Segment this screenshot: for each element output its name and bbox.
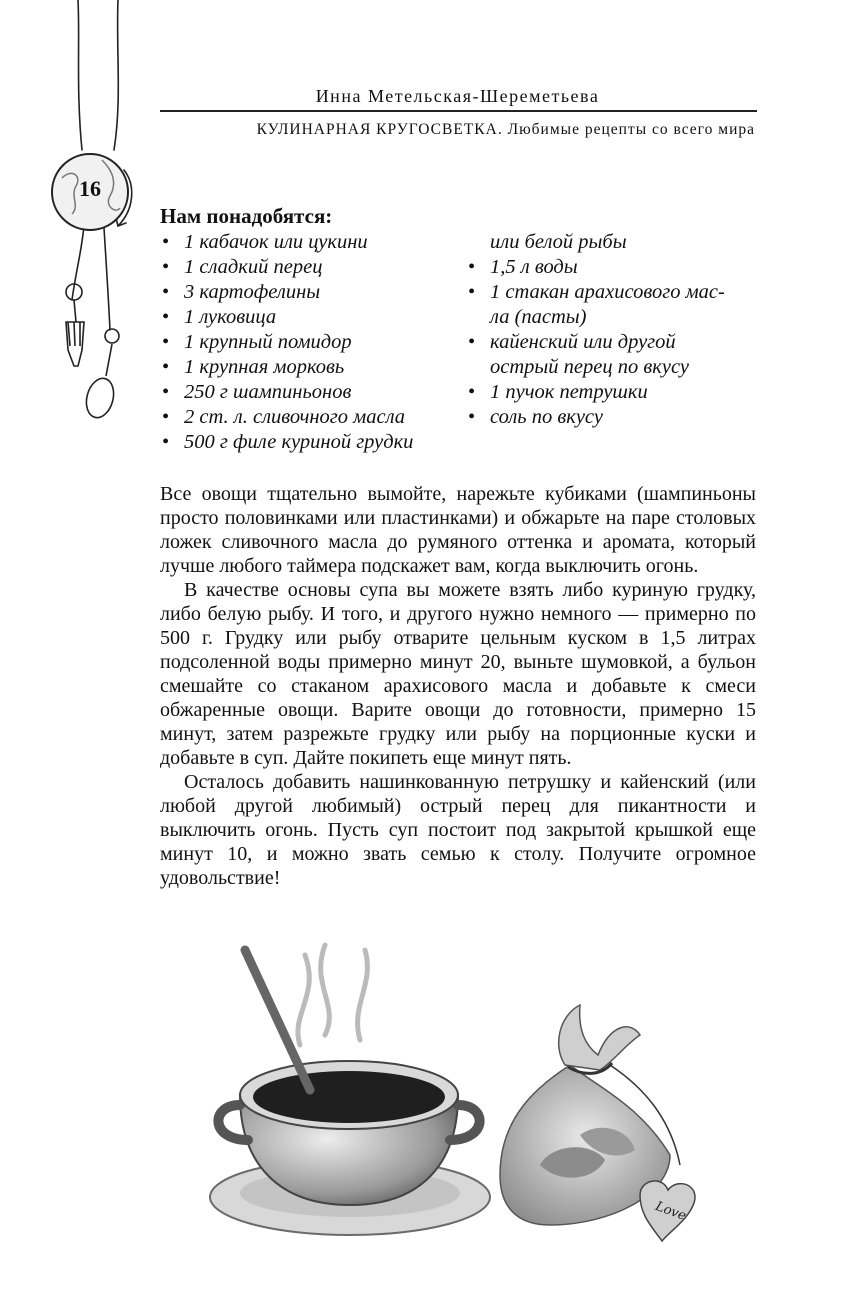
ingredient-item: • 1 крупная морковь [160, 355, 413, 380]
ingredient-item: • 1 пучок петрушки [466, 380, 725, 405]
paragraph: Все овощи тщательно вымойте, нарежьте кубиками (шампиньоны просто половинками или пластинками) и обжарьте на паре столовых ложек сливочного масла до румяного оттенка и аромата, который лучше любого таймера подскажет вам, когда выключить огонь. [160, 483, 756, 577]
ingredient-item: • 1,5 л воды [466, 255, 725, 280]
fork-icon [66, 284, 84, 366]
ingredients-title: Нам понадобятся: [160, 204, 333, 228]
tag-text: Love [653, 1199, 688, 1224]
header-divider [160, 110, 757, 112]
ingredient-item: • 1 крупный помидор [160, 330, 413, 355]
ingredient-item: • 3 картофелины [160, 280, 413, 305]
ingredient-item: • 500 г филе куриной грудки [160, 430, 413, 455]
hanging-decoration [0, 0, 160, 440]
ingredient-continuation: острый перец по вкусу [490, 356, 690, 378]
ingredient-item: • кайенский или другой [466, 330, 725, 355]
heart-tag-icon [640, 1181, 695, 1241]
ingredients-list-left [160, 230, 413, 455]
ingredient-item: • соль по вкусу [466, 405, 725, 430]
soup-illustration [200, 935, 720, 1255]
ingredient-item: • 250 г шампиньонов [160, 380, 413, 405]
ingredients-list-right [466, 230, 725, 430]
header-author: Инна Метельская-Шереметьева [315, 86, 600, 106]
ingredient-item: • 1 луковица [160, 305, 413, 330]
header-book-title: КУЛИНАРНАЯ КРУГОСВЕТКА. Любимые рецепты со всего мира [256, 121, 755, 138]
paragraph: Осталось добавить нашинкованную петрушку и кайенский (или любой другой любимый) острый перец для пикантности и выключить огонь. Пусть суп постоит под закрытой крышкой еще минут 10, и можно звать семью к столу. Получите огромное удовольствие! [160, 771, 756, 889]
spoon-icon [82, 329, 119, 421]
ingredient-continuation: или белой рыбы [490, 231, 627, 253]
ingredient-item: • 2 ст. л. сливочного масла [160, 405, 413, 430]
ingredient-continuation: ла (пасты) [490, 306, 587, 328]
steam-icon [298, 945, 367, 1045]
paragraph: В качестве основы супа вы можете взять либо куриную грудку, либо белую рыбу. И того, и другого нужно немного — примерно по 500 г. Грудку или рыбу отварите цельным куском в 1,5 литрах подсоленной воды примерно минут 20, выньте шумовкой, а бульон смешайте со стаканом арахисового масла и добавьте к смеси обжаренные овощи. Варите овощи до готовности, примерно 15 минут, затем разрежьте грудку или рыбу на порционные куски и добавьте в суп. Дайте покипеть еще минут пять. [160, 579, 756, 769]
ingredient-item: • 1 сладкий перец [160, 255, 413, 280]
page-number: 16 [79, 176, 101, 201]
recipe-text [160, 482, 756, 890]
ingredient-item: • 1 стакан арахисового мас- [466, 280, 725, 305]
ingredient-item: • 1 кабачок или цукини [160, 230, 413, 255]
